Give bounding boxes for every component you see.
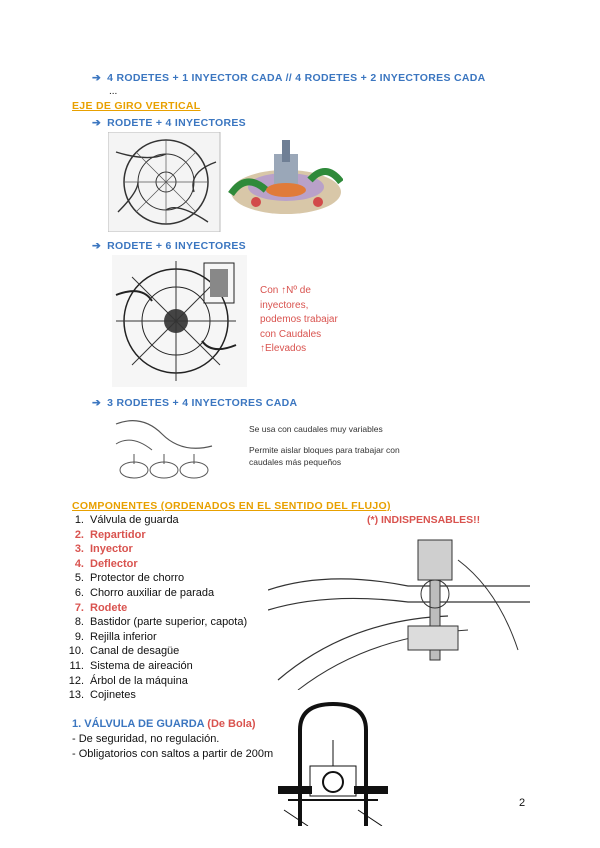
- list-item: 3. Inyector: [74, 543, 133, 556]
- rodete-4-inyectores-figure: [108, 132, 343, 232]
- arrow-right-icon: ➔: [92, 397, 102, 409]
- valve-line-1: - De seguridad, no regulación.: [72, 733, 220, 745]
- list-item: 11. Sistema de aireación: [69, 659, 193, 672]
- config-line-4: ➔ 3 RODETES + 4 INYECTORES CADA: [92, 397, 298, 409]
- list-item: 10. Canal de desagüe: [68, 645, 180, 658]
- valvula-camara-figure: [278, 700, 388, 826]
- arrow-right-icon: ➔: [92, 240, 102, 252]
- section-title-valvula: 1. VÁLVULA DE GUARDA (De Bola): [72, 718, 256, 730]
- list-item: 2. Repartidor: [74, 528, 146, 541]
- list-item: 4. Deflector: [74, 557, 138, 570]
- list-item: 7. Rodete: [74, 601, 128, 614]
- valve-line-2: - Obligatorios con saltos a partir de 200m: [72, 748, 274, 760]
- note-inyectores: Con ↑Nº de inyectores, podemos trabajar con Caudales ↑Elevados: [260, 285, 338, 354]
- config-line-1: ➔ 4 RODETES + 1 INYECTOR CADA // 4 RODETES + 2 INYECTORES CADA: [92, 72, 486, 84]
- list-item: 1. Válvula de guarda: [74, 514, 179, 526]
- note-caudales-variables: Se usa con caudales muy variables: [249, 424, 383, 434]
- turbina-seccion-figure: [268, 530, 530, 690]
- note-aislar-bloques: Permite aislar bloques para trabajar con caudales más pequeños: [249, 445, 400, 467]
- section-title-eje-vertical: EJE DE GIRO VERTICAL: [72, 100, 201, 112]
- section-title-componentes: COMPONENTES (ORDENADOS EN EL SENTIDO DEL FLUJO): [72, 500, 391, 512]
- config-line-2: ➔ RODETE + 4 INYECTORES: [92, 117, 246, 129]
- ellipsis: ...: [109, 86, 118, 97]
- list-item: 13. Cojinetes: [68, 689, 136, 702]
- tres-rodetes-figure: [112, 414, 217, 486]
- list-item: 12. Árbol de la máquina: [68, 674, 188, 687]
- components-list: [56, 513, 296, 703]
- indispensables-note: (*) INDISPENSABLES!!: [367, 514, 481, 526]
- config-line-3: ➔ RODETE + 6 INYECTORES: [92, 240, 246, 252]
- rodete-6-inyectores-figure: [112, 255, 247, 387]
- arrow-right-icon: ➔: [92, 117, 102, 129]
- list-item: 9. Rejilla inferior: [74, 630, 157, 643]
- arrow-right-icon: ➔: [92, 72, 102, 84]
- list-item: 8. Bastidor (parte superior, capota): [74, 616, 248, 629]
- list-item: 6. Chorro auxiliar de parada: [74, 586, 215, 599]
- page-number: 2: [519, 797, 526, 809]
- list-item: 5. Protector de chorro: [74, 572, 185, 585]
